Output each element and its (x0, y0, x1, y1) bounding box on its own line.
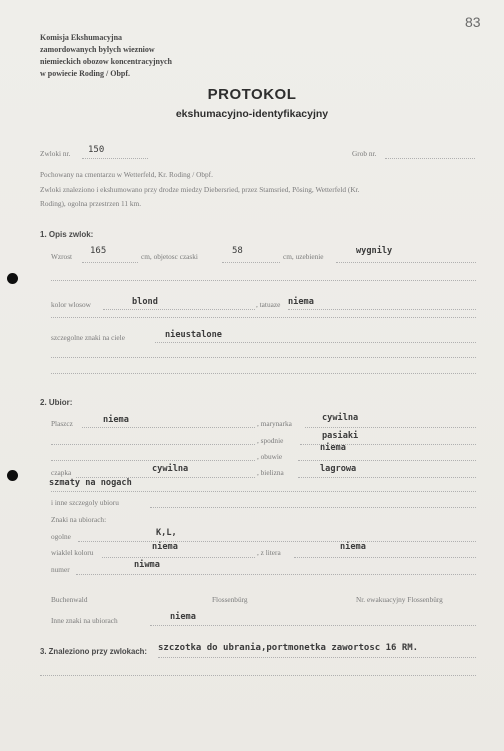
punch-hole (7, 470, 18, 481)
buchenwald-label: Buchenwald (51, 595, 88, 604)
wiaklel-value: niema (152, 542, 178, 552)
czapka-extra: szmaty na nogach (49, 478, 132, 488)
header-line: zamordowanych bylych wiezniow (40, 45, 155, 54)
section2-heading: 2. Ubior: (40, 398, 73, 407)
header-line: Komisja Ekshumacyjna (40, 33, 123, 42)
header-line: w powiecie Roding / Obpf. (40, 69, 131, 78)
uzebienie-label: cm, uzebienie (283, 252, 324, 261)
inne-label: i inne szczegoly ubioru (51, 498, 119, 507)
page-number: 83 (465, 14, 481, 30)
czapka-label: czapka (51, 468, 72, 477)
spodnie-value: pasiaki (322, 431, 359, 441)
header-line: niemieckich obozow koncentracyjnych (40, 57, 172, 66)
marynarka-label: , marynarka (257, 419, 292, 428)
ogolne-label: ogolne (51, 532, 71, 541)
plaszcz-label: Plaszcz (51, 419, 73, 428)
wzrost-label: Wzrost (51, 252, 73, 261)
uzebienie-value: wygnily (356, 246, 393, 256)
numer-label: numer (51, 565, 70, 574)
document-title: PROTOKOL (207, 86, 297, 103)
found-line-1: Zwloki znaleziono i ekshumowano przy drodze miedzy Diebersried, przez Stamsried, Pösing, Wetterfeld (Kr. (40, 185, 360, 194)
document-subtitle: ekshumacyjno-identyfikacyjny (175, 108, 329, 120)
plaszcz-value: niema (103, 415, 129, 425)
spodnie-label: , spodnie (257, 436, 284, 445)
czapka-value: cywilna (152, 464, 189, 474)
wzrost-value: 165 (90, 246, 107, 256)
kolor-label: kolor wlosow (51, 300, 91, 309)
czaska-label: cm, objetosc czaski (141, 252, 198, 261)
znaki-value: nieustalone (165, 330, 222, 340)
tatuaze-label: , tatuaze (256, 300, 281, 309)
ewakuacyjny-label: Nr. ewakuacyjny Flossenbürg (356, 595, 443, 604)
numer-value: niwma (134, 560, 160, 570)
section1-heading: 1. Opis zwlok: (40, 230, 94, 239)
inne-znaki-label: Inne znaki na ubiorach (51, 616, 118, 625)
inne-znaki-value: niema (170, 612, 196, 622)
znaki-ubior-label: Znaki na ubiorach: (51, 515, 107, 524)
section3-heading: 3. Znaleziono przy zwlokach: (40, 647, 148, 656)
commission-header (40, 32, 172, 80)
czaska-value: 58 (232, 246, 243, 256)
marynarka-value: cywilna (322, 413, 359, 423)
litera-label: , z litera (257, 548, 281, 557)
tatuaze-value: niema (288, 297, 314, 307)
zwloki-label: Zwloki nr. (40, 149, 71, 158)
punch-hole (7, 273, 18, 284)
zwloki-value: 150 (88, 145, 105, 155)
found-line-2: Roding), ogolna przestrzen 11 km. (40, 199, 142, 208)
grob-label: Grob nr. (352, 149, 377, 158)
burial-line: Pochowany na cmentarzu w Wetterfeld, Kr. Roding / Obpf. (40, 170, 213, 179)
obuwie-value: niema (320, 443, 346, 453)
ogolne-value: K,L, (156, 528, 177, 538)
kolor-value: blond (132, 297, 158, 307)
flossenburg-label: Flossenbürg (212, 595, 248, 604)
section3-value: szczotka do ubrania,portmonetka zawortosc 16 RM. (158, 643, 419, 653)
znaki-label: szczegolne znaki na ciele (51, 333, 125, 342)
bielizna-label: , bielizna (257, 468, 284, 477)
litera-value: niema (340, 542, 366, 552)
bielizna-value: lagrowa (320, 464, 357, 474)
wiaklel-label: wiaklel koloru (51, 548, 94, 557)
obuwie-label: , obuwie (257, 452, 283, 461)
